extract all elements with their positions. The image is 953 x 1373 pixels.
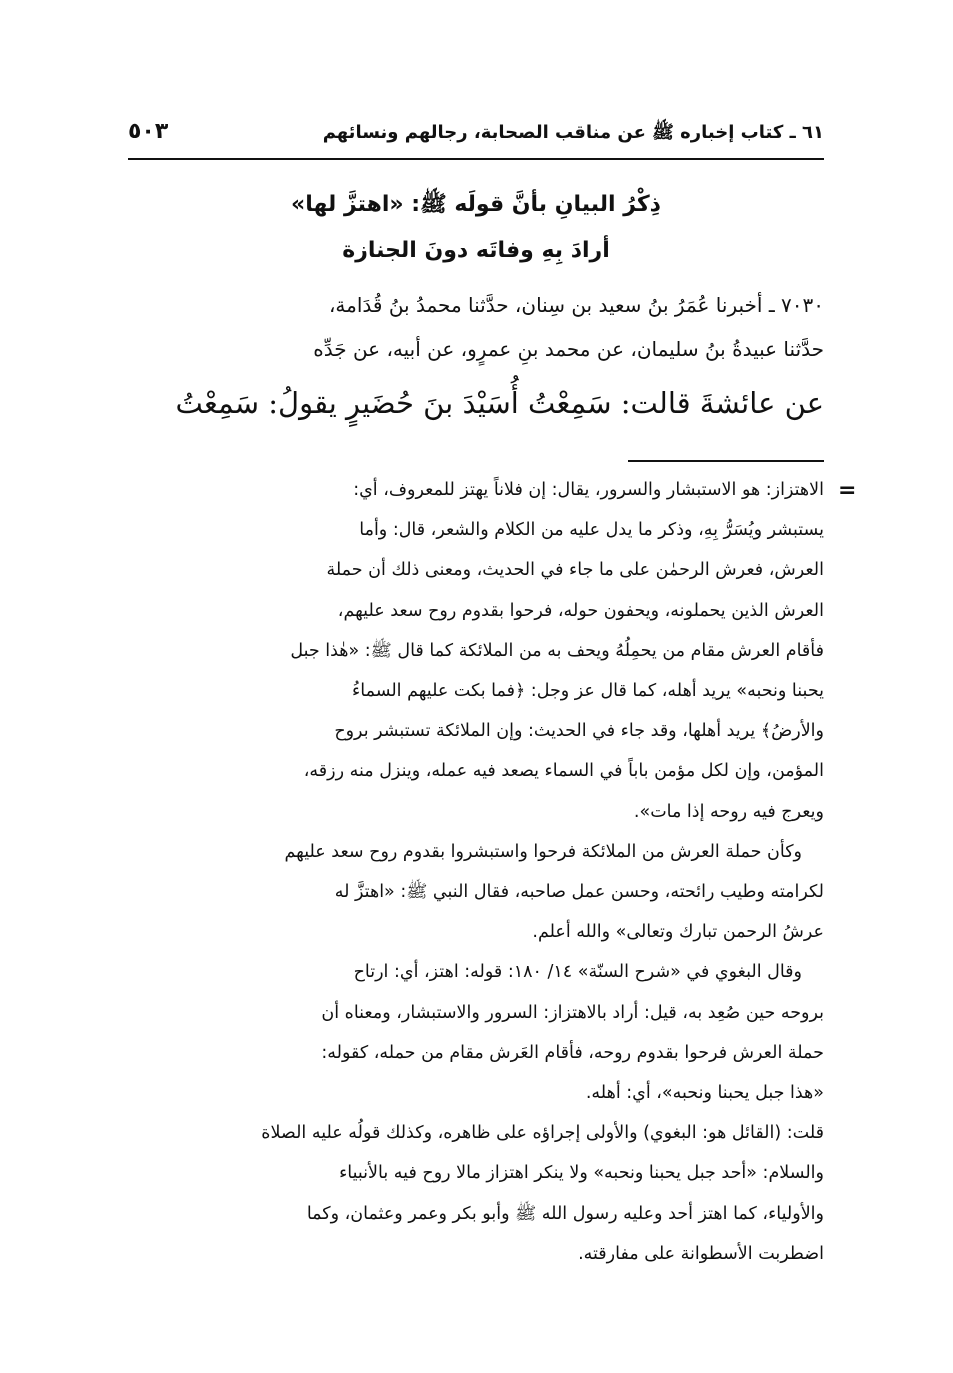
- footnote-paragraph-4: [128, 1113, 824, 1274]
- footnote-line: العرش، فعرش الرحمٰن على ما جاء في الحديث، ومعنى ذلك أن حملة: [326, 560, 824, 581]
- hadith-isnad-line-1: ٧٠٣٠ ـ أخبرنا عُمَرُ بنُ سعيد بن سِنان، حدَّثنا محمدُ بنُ قُدَامة،: [328, 293, 824, 317]
- footnote-line: حملة العرش فرحوا بقدوم روحه، فأقام العَرش مقام من حمله، كقوله:: [321, 1042, 824, 1063]
- header-divider: [128, 158, 824, 160]
- running-title: ٦١ ـ كتاب إخباره ﷺ عن مناقب الصحابة، رجالهم ونسائهم: [322, 122, 824, 143]
- page-header: [128, 115, 824, 155]
- footnote-line: المؤمن، وإن لكل مؤمن باباً في السماء يصعد فيه عمله، وينزل منه رزقه،: [303, 761, 824, 782]
- footnote-line: وكأن حملة العرش من الملائكة فرحوا واستبشروا بقدوم روح سعد عليهم: [284, 841, 802, 862]
- footnote-line: والأرضُ﴾ يريد أهلها، وقد جاء في الحديث: وإن الملائكة تستبشر بروح: [334, 721, 824, 742]
- chapter-heading: [128, 182, 824, 274]
- footnote-paragraph-1: [128, 470, 824, 832]
- footnote-continuation-marker: =: [838, 478, 857, 503]
- footnote-line: العرش الذين يحملونه، ويحفون حوله، فرحوا بقدوم روح سعد عليهم،: [337, 600, 824, 621]
- footnote-line: عرشُ الرحمن تبارك وتعالى» والله أعلم.: [532, 922, 824, 943]
- hadith-isnad-line-2: حدَّثنا عبيدةُ بنُ سليمان، عن محمد بنِ عمرٍو، عن أبيه، عن جَدِّه: [313, 337, 824, 361]
- footnote-line: يحبنا ونحبه» يريد أهله، كما قال عز وجل: ﴿فما بكت عليهم السماءُ: [352, 681, 824, 702]
- chapter-title-line-2: أرادَ بِهِ وفاتَه دونَ الجنازة: [342, 238, 610, 263]
- footnote-line: الاهتزاز: هو الاستبشار والسرور، يقال: إن فلاناً يهتز للمعروف، أي:: [353, 480, 824, 500]
- footnote-line: يستبشر ويُسَرُّ بِهِ، وذكر ما يدل عليه من الكلام والشعر، قال: وأما: [359, 520, 824, 541]
- footnote-line: والسلام: «أحد جبل يحبنا ونحبه» ولا ينكر اهتزاز مالا روح فيه بالأنبياء: [339, 1163, 824, 1184]
- hadith-matn-line: عن عائشةَ قالت: سَمِعْتُ أُسَيْدَ بنَ حُضَيرٍ يقولُ: سَمِعْتُ: [175, 386, 824, 420]
- hadith-text: [128, 283, 824, 431]
- footnote-line: فأقام العرش مقام من يحمِلُهُ ويحف به من الملائكة كما قال ﷺ: «هٰذا جبل: [290, 640, 824, 661]
- page-number: ٥٠٣: [128, 119, 169, 144]
- footnotes: [128, 470, 824, 1274]
- chapter-title-line-1: ذِكْرُ البيانِ بأنَّ قولَه ﷺ: «اهتزَّ لها»: [291, 192, 661, 217]
- footnote-line: ويعرج فيه روحه إذا مات».: [633, 801, 824, 822]
- footnote-paragraph-2: [128, 832, 824, 953]
- footnote-line: لكرامته وطيب رائحته، وحسن عمل صاحبه، فقال النبي ﷺ: «اهتزَّ له: [334, 882, 824, 903]
- footnote-paragraph-3: [128, 952, 824, 1113]
- footnote-line: «هذا جبل يحبنا ونحبه»، أي: أهله.: [585, 1083, 824, 1104]
- footnote-line: وقال البغوي في «شرح السنّة» ١٤/ ١٨٠: قوله: اهتز، أي: ارتاح: [353, 962, 802, 983]
- footnote-line: بروحه حين صُعِد به، قيل: أراد بالاهتزاز: السرور والاستبشار، ومعناه أن: [321, 1002, 824, 1023]
- footnote-line: اضطربت الأسطوانة على مفارقته.: [578, 1243, 824, 1264]
- footnote-divider: [628, 460, 824, 462]
- footnote-line: والأولياء، كما اهتز أحد وعليه رسول الله ﷺ وأبو بكر وعمر وعثمان، وكما: [306, 1203, 824, 1224]
- footnote-line: قلت: (القائل هو: البغوي) والأولى إجراؤه على ظاهره، وكذلك قولُه عليه الصلاة: [261, 1123, 824, 1144]
